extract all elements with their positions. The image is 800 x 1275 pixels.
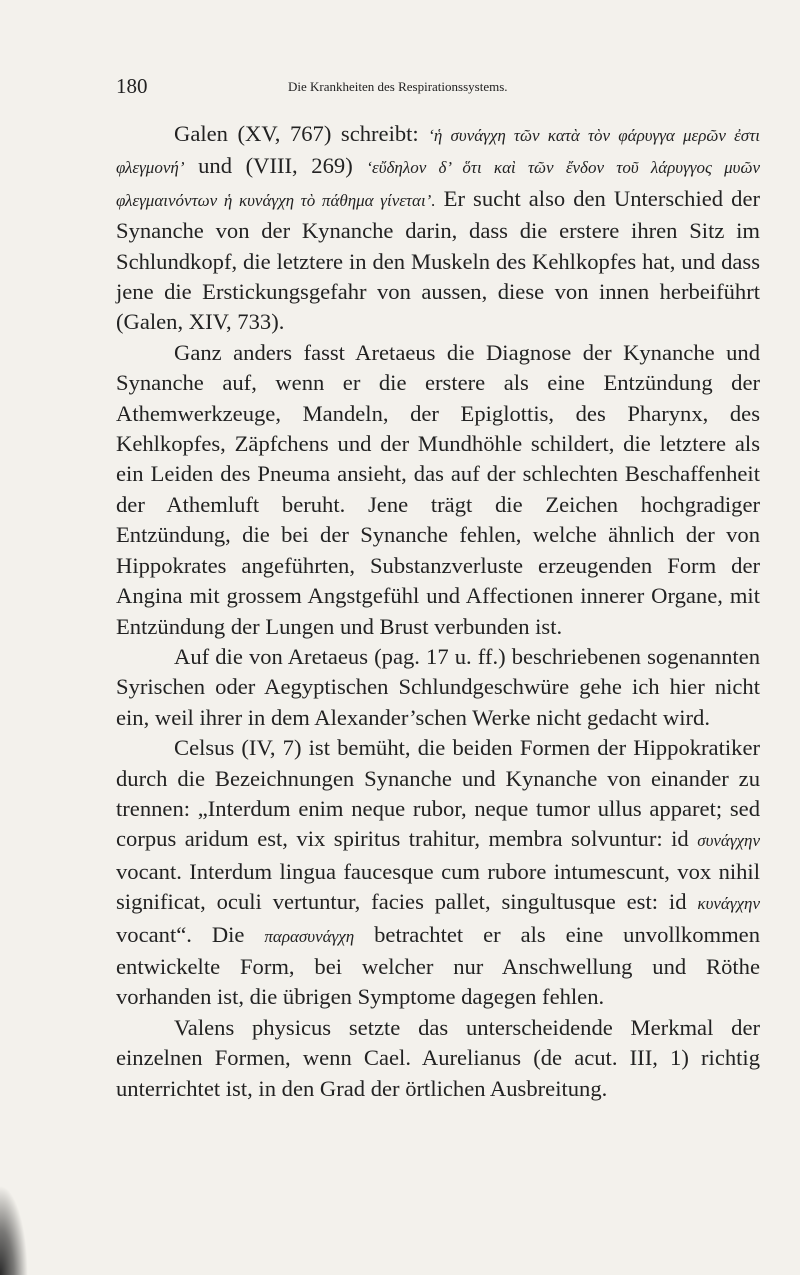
paragraph-text: Galen (XV, 767) schreibt: [174, 121, 429, 146]
paragraph [116, 642, 760, 733]
running-title: Die Krankheiten des Respirationssystems. [288, 79, 508, 94]
greek-quotation: παρασυνάγχη [264, 926, 355, 946]
running-head [116, 74, 760, 104]
paragraph-text: Er sucht also den Unterschied der Synanche von der Kynanche darin, dass die erstere ihren Sitz im Schlundkopf, die letztere in den Muskeln des Kehlkopfes hat, und dass jene die Erstickungsgefahr von aussen, diese von innen herbeiführt (Galen, XIV, 733). [116, 185, 760, 335]
greek-quotation: κυνάγχην [697, 894, 760, 914]
paragraph-text: Celsus (IV, 7) ist bemüht, die beiden Formen der Hippokratiker durch die Bezeichnungen Synanche und Kynanche von einander zu trennen: „Interdum enim neque rubor, neque tumor ullus apparet; sed corpus aridum est, vix spiritus trahitur, membra solvuntur: id [116, 735, 760, 852]
paragraph-text: Valens physicus setzte das unterscheidende Merkmal der einzelnen Formen, wenn Cael. Aurelianus (de acut. III, 1) richtig unterrichtet ist, in den Grad der örtlichen Ausbreitung. [116, 1014, 760, 1101]
page-number: 180 [116, 74, 148, 98]
body-text [116, 119, 760, 1104]
greek-quotation: ‘ἡ συνάγχη τῶν κατὰ τὸν φάρυγγα μερῶν ἐστι φλεγμονή’ [116, 126, 760, 178]
paragraph [116, 1013, 760, 1104]
paragraph-text: vocant“. Die [116, 921, 265, 947]
page-edge-shadow [0, 1185, 28, 1275]
paragraph-text: Auf die von Aretaeus (pag. 17 u. ff.) beschriebenen sogenannten Syrischen oder Aegyptischen Schlundgeschwüre gehe ich hier nicht ein, weil ihrer in dem Alexander’schen Werke nicht gedacht wird. [116, 643, 760, 730]
paragraph [116, 119, 760, 338]
paragraph [116, 338, 760, 642]
paragraph [116, 733, 760, 1013]
paragraph-text: vocant. Interdum lingua faucesque cum rubore intumescunt, vox nihil significat, oculi vertuntur, facies pallet, singultusque est: id [116, 858, 760, 915]
greek-quotation: συνάγχην [697, 831, 760, 851]
greek-quotation: ‘εὔδηλον δ’ ὅτι καὶ τῶν ἔνδον τοῦ λάρυγγος μυῶν φλεγμαινόντων ἡ κυνάγχη τὸ πάθημα γίνεται’. [116, 158, 761, 210]
paragraph-text: und (VIII, 269) [184, 153, 367, 179]
paragraph-text: Ganz anders fasst Aretaeus die Diagnose der Kynanche und Synanche auf, wenn er die erstere als eine Entzündung der Athemwerkzeuge, Mandeln, der Epiglottis, des Pharynx, des Kehlkopfes, Zäpfchens und der Mundhöhle schildert, die letztere als ein Leiden des Pneuma ansieht, das auf der schlechten Beschaffenheit der Athemluft beruht. Jene trägt die Zeichen hochgradiger Entzündung, die bei der Synanche fehlen, welche ähnlich der von Hippokrates angeführten, Substanzverluste erzeugenden Form der Angina mit grossem Angstgefühl und Affectionen innerer Organe, mit Entzündung der Lungen und Brust verbunden ist. [116, 339, 760, 639]
paragraph-text: betrachtet er als eine unvollkommen entwickelte Form, bei welcher nur Anschwellung und Röthe vorhanden ist, die übrigen Symptome dagegen fehlen. [116, 921, 760, 1010]
